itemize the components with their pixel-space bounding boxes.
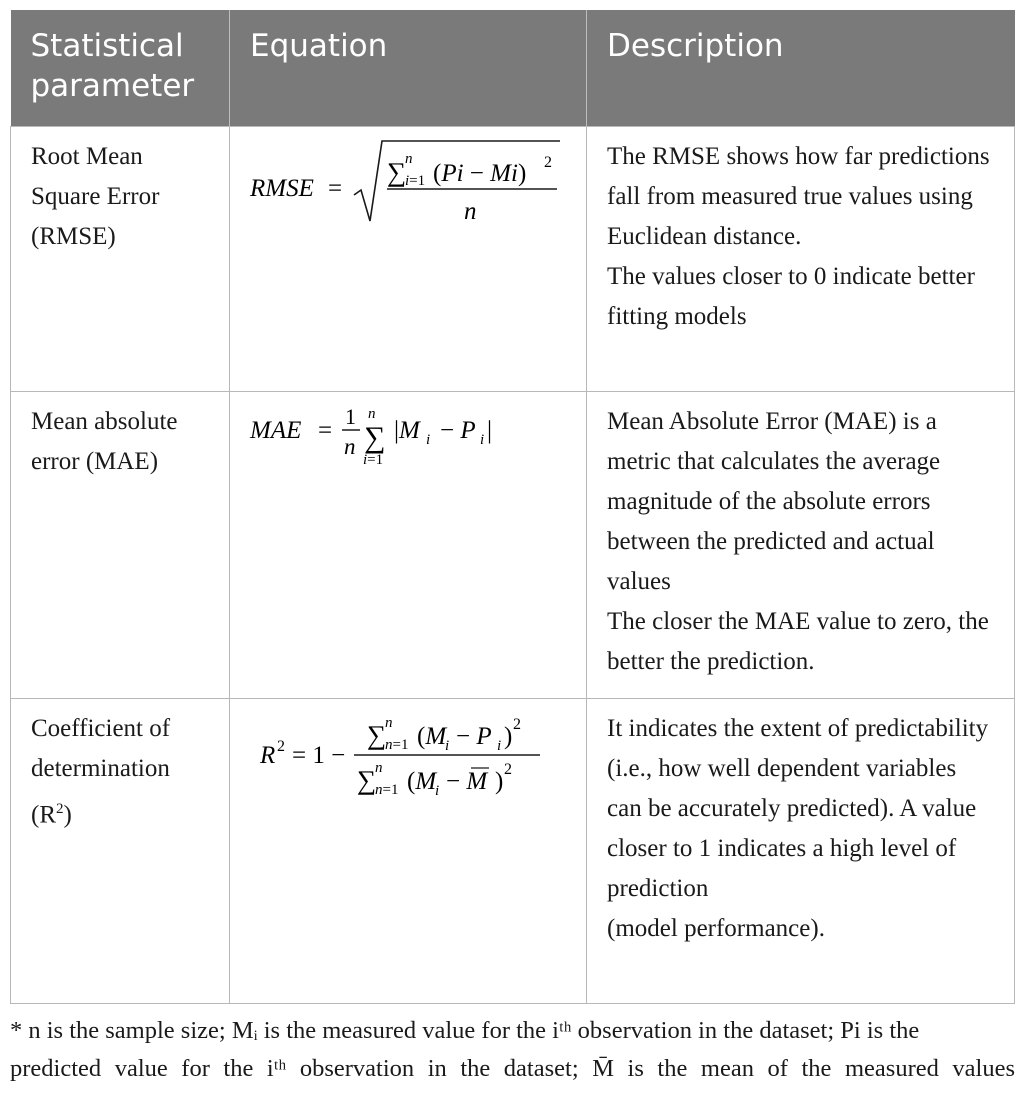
svg-text:n=1: n=1 [385, 737, 409, 753]
svg-text:n: n [368, 406, 376, 422]
header-description: Description [587, 10, 1015, 127]
svg-text:(M: (M [407, 768, 437, 795]
footnote-line-1: * n is the sample size; Mᵢ is the measured value for the iᵗʰ observation in the dataset; Pi is the [10, 1017, 920, 1044]
svg-text:): ) [495, 768, 504, 795]
svg-text:2: 2 [504, 761, 512, 778]
equation-cell [230, 699, 587, 1004]
svg-text:2: 2 [513, 716, 521, 733]
mae-lhs: MAE [250, 417, 302, 444]
svg-text:i: i [497, 738, 502, 754]
parameter-cell: Coefficient of determination $(R^2)$ [11, 699, 230, 1004]
description-line: The closer the MAE value to zero, the better the prediction. [607, 608, 989, 675]
svg-text:∑: ∑ [387, 157, 407, 187]
svg-text:2: 2 [544, 154, 552, 171]
svg-text:|M: |M [394, 417, 420, 444]
table-row-rmse [11, 127, 1015, 392]
svg-text:i=1: i=1 [363, 452, 384, 468]
svg-text:− M: − M [446, 768, 488, 795]
parameter-cell: Root Mean Square Error (RMSE) [11, 127, 230, 392]
svg-text:i=1: i=1 [405, 173, 426, 189]
r2-equation [242, 705, 582, 805]
rmse-equation [242, 133, 582, 253]
svg-text:n=1: n=1 [375, 782, 399, 798]
svg-text:− P: − P [440, 417, 476, 444]
equation-cell [230, 127, 587, 392]
svg-text:∑: ∑ [364, 421, 386, 454]
parameter-cell: Mean absolute error (MAE) [11, 392, 230, 699]
svg-text:− P: − P [456, 723, 492, 750]
description-line: The RMSE shows how far predictions fall from measured true values using Euclidean distance. [607, 143, 990, 250]
svg-text:i: i [435, 783, 440, 799]
svg-text:∑: ∑ [357, 765, 377, 795]
svg-text:i: i [480, 432, 485, 448]
description-cell [587, 699, 1015, 1004]
statistics-table [10, 10, 1015, 1004]
svg-text:= 1 −: = 1 − [292, 742, 346, 769]
table-row-r2 [11, 699, 1015, 1004]
header-equation: Equation [230, 10, 587, 127]
svg-text:2: 2 [277, 738, 285, 755]
svg-text:=: = [328, 175, 343, 202]
svg-text:|: | [487, 417, 493, 444]
description-line: The values closer to 0 indicate better fitting models [607, 263, 975, 330]
description-line: (model performance). [607, 915, 825, 942]
description-line: It indicates the extent of predictability (i.e., how well dependent variables can be accurately predicted). A value closer to 1 indicates a high level of prediction [607, 715, 989, 902]
header-row [11, 10, 1015, 127]
svg-text:∑: ∑ [367, 720, 387, 750]
svg-text:i: i [445, 738, 450, 754]
svg-text:n: n [344, 434, 356, 459]
description-cell [587, 392, 1015, 699]
svg-text:(Pi − Mi): (Pi − Mi) [433, 160, 527, 187]
equation-cell [230, 392, 587, 699]
table-footnote [10, 1012, 1015, 1088]
table-row-mae [11, 392, 1015, 699]
mae-equation [242, 398, 582, 498]
svg-text:n: n [464, 198, 477, 225]
svg-text:n: n [375, 760, 383, 776]
svg-text:1: 1 [345, 404, 356, 429]
svg-text:n: n [405, 151, 413, 167]
svg-text:(M: (M [417, 723, 447, 750]
svg-text:n: n [385, 715, 393, 731]
svg-text:): ) [504, 723, 513, 750]
footnote-line-2: predicted value for the iᵗʰ observation in the dataset; M̄ is the mean of the measured values [10, 1055, 1015, 1082]
svg-text:=: = [318, 417, 333, 444]
description-line: Mean Absolute Error (MAE) is a metric that calculates the average magnitude of the absolute errors between the predicted and actual values [607, 408, 941, 595]
svg-text:R: R [260, 742, 276, 769]
header-parameter: Statistical parameter [11, 10, 230, 127]
rmse-lhs: RMSE [250, 175, 314, 202]
description-cell [587, 127, 1015, 392]
svg-text:i: i [426, 432, 431, 448]
